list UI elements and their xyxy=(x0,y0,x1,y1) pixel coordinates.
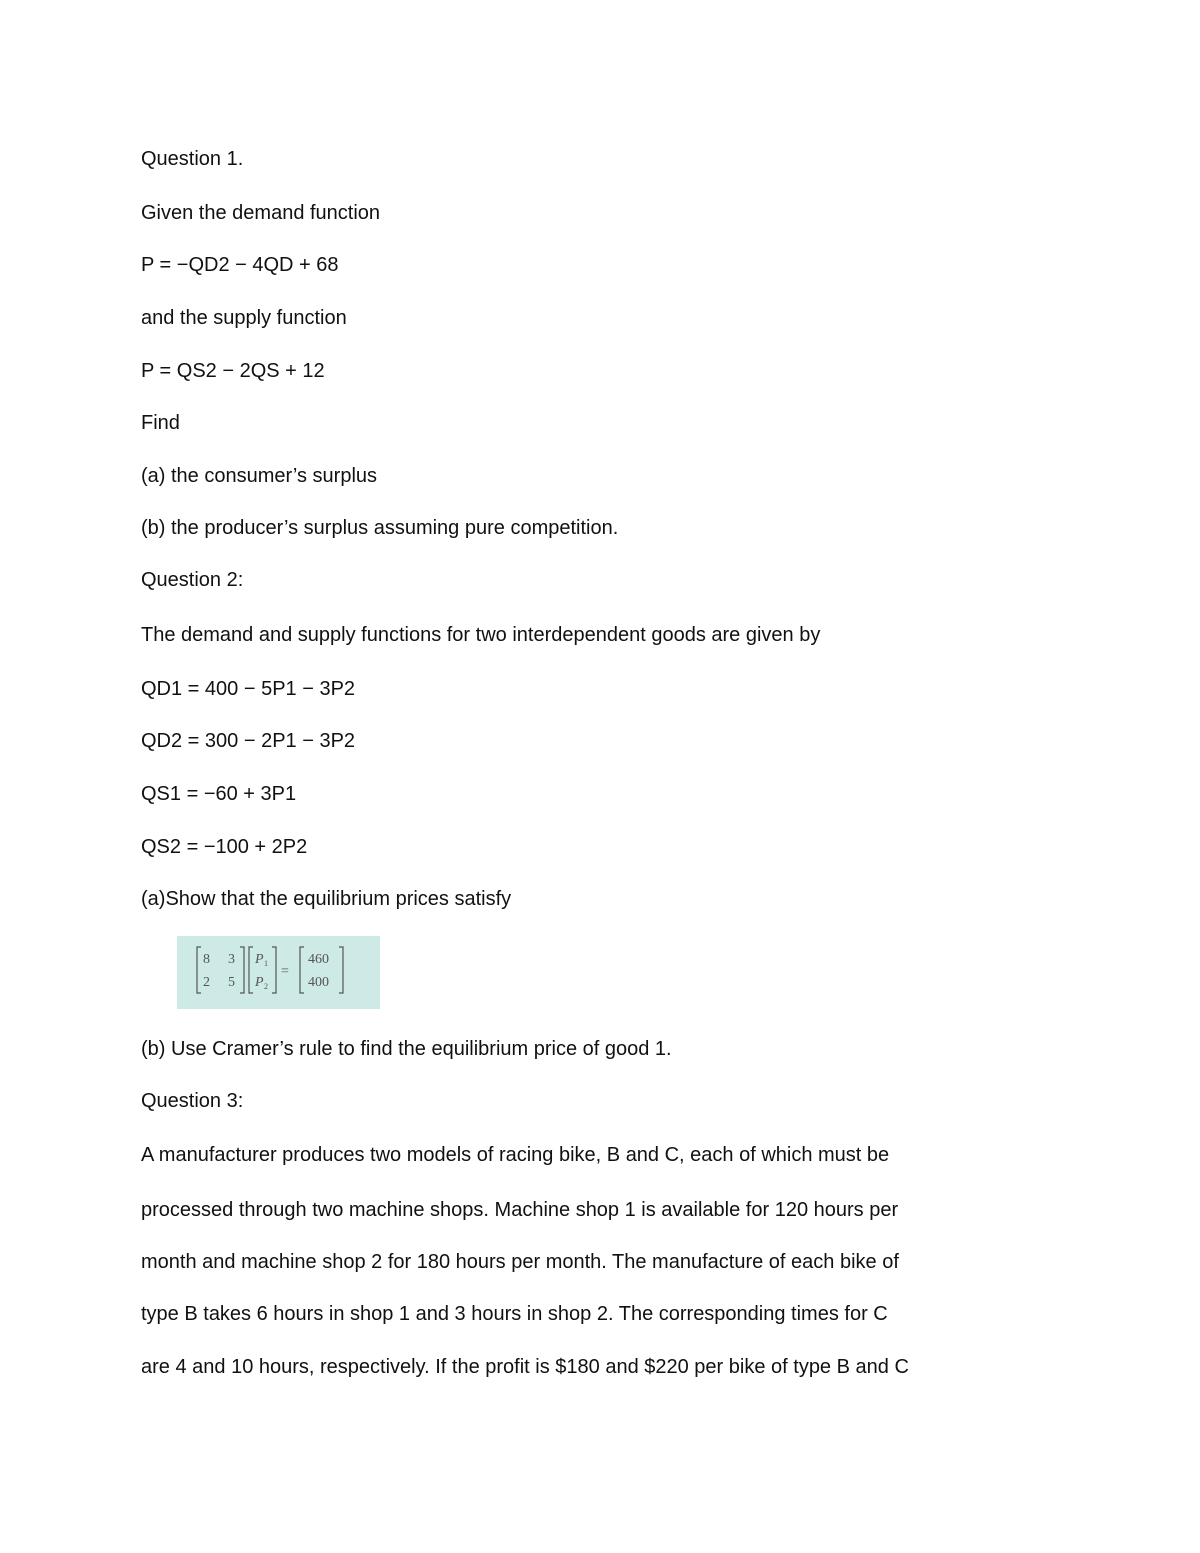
q3-paragraph-line: month and machine shop 2 for 180 hours per month. The manufacture of each bike of xyxy=(141,1251,899,1273)
q2-part-a: (a)Show that the equilibrium prices satisfy xyxy=(141,888,512,910)
q1-part-a: (a) the consumer’s surplus xyxy=(141,465,378,487)
equation-qs1: QS1 = −60 + 3P1 xyxy=(141,783,297,805)
matrix-a11: 8 xyxy=(203,952,210,967)
q2-part-b: (b) Use Cramer’s rule to find the equilibrium price of good 1. xyxy=(141,1038,672,1060)
left-bracket xyxy=(197,947,201,993)
question-2-heading: Question 2: xyxy=(141,569,244,591)
matrix-a21: 2 xyxy=(203,975,210,990)
q3-paragraph-line: processed through two machine shops. Machine shop 1 is available for 120 hours per xyxy=(141,1199,899,1221)
equation-qs2: QS2 = −100 + 2P2 xyxy=(141,836,308,858)
matrix-a22: 5 xyxy=(228,975,235,990)
q1-part-b: (b) the producer’s surplus assuming pure competition. xyxy=(141,517,619,539)
constant-b2: 400 xyxy=(308,975,329,990)
matrix-equation-image xyxy=(177,936,380,1009)
matrix-a12: 3 xyxy=(228,952,235,967)
demand-function: P = −QD2 − 4QD + 68 xyxy=(141,254,339,276)
constant-b1: 460 xyxy=(308,952,329,967)
price-p1-subscript: 1 xyxy=(264,959,268,968)
q3-paragraph-line: A manufacturer produces two models of racing bike, B and C, each of which must be xyxy=(141,1144,890,1166)
find-label: Find xyxy=(141,412,180,434)
q3-paragraph-line: type B takes 6 hours in shop 1 and 3 hours in shop 2. The corresponding times for C xyxy=(141,1303,888,1325)
price-p2: P xyxy=(255,975,264,990)
left-bracket xyxy=(300,947,304,993)
right-bracket xyxy=(240,947,244,993)
question-1-heading: Question 1. xyxy=(141,148,244,170)
supply-intro: and the supply function xyxy=(141,307,347,329)
equals-sign: = xyxy=(281,964,289,979)
equation-qd2: QD2 = 300 − 2P1 − 3P2 xyxy=(141,730,356,752)
matrix-equation xyxy=(177,936,380,1009)
left-bracket xyxy=(249,947,253,993)
right-bracket xyxy=(272,947,276,993)
price-p2-subscript: 2 xyxy=(264,982,268,991)
q3-paragraph-line: are 4 and 10 hours, respectively. If the profit is $180 and $220 per bike of type B and C xyxy=(141,1356,909,1378)
right-bracket xyxy=(339,947,343,993)
price-p1: P xyxy=(255,952,264,967)
supply-function: P = QS2 − 2QS + 12 xyxy=(141,360,325,382)
q2-intro: The demand and supply functions for two interdependent goods are given by xyxy=(141,624,821,646)
equation-qd1: QD1 = 400 − 5P1 − 3P2 xyxy=(141,678,356,700)
question-3-heading: Question 3: xyxy=(141,1090,244,1112)
demand-intro: Given the demand function xyxy=(141,202,381,224)
